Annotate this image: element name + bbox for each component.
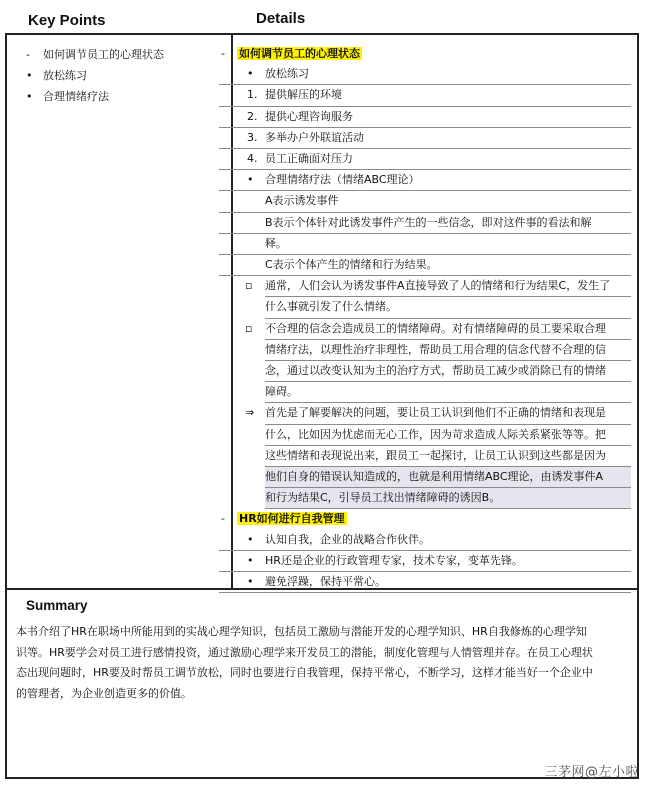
key-point-text: 如何调节员工的心理状态 — [43, 48, 164, 61]
detail-item — [219, 64, 631, 85]
numbered-item — [219, 107, 631, 128]
number-marker: 4. — [247, 152, 258, 166]
bullet-icon: • — [26, 90, 33, 103]
details-heading: Details — [256, 10, 306, 27]
bullet-icon: • — [247, 67, 254, 81]
paragraph-line: 这些情绪和表现说出来，跟员工一起探讨，让员工认识到这些都是因为 — [265, 446, 631, 467]
paragraph-line: 情绪疗法，以理性治疗非理性，帮助员工用合理的信念代替不合理的信 — [265, 340, 631, 361]
section-title: HR如何进行自我管理 — [239, 512, 345, 526]
paragraph — [219, 276, 631, 318]
paragraph-line: 首先是了解要解决的问题，要让员工认识到他们不正确的情绪和表现是 — [265, 403, 631, 424]
key-point-item — [26, 44, 164, 65]
numbered-item — [219, 149, 631, 170]
arrow-right-icon: ⇒ — [245, 406, 255, 420]
number-marker: 1. — [247, 88, 258, 102]
paragraph-line: 和行为结果C，引导员工找出情绪障碍的诱因B。 — [265, 488, 631, 509]
summary-line: 的管理者，为企业创造更多的价值。 — [16, 686, 192, 700]
paragraph — [219, 319, 631, 404]
paragraph-line: 障碍。 — [265, 382, 631, 403]
detail-text: HR还是企业的行政管理专家，技术专家，变革先锋。 — [265, 553, 523, 567]
detail-text: 提供解压的环境 — [265, 88, 342, 102]
key-points-column — [26, 44, 164, 107]
detail-text: 员工正确面对压力 — [265, 152, 353, 166]
paragraph-line: 他们自身的错误认知造成的，也就是利用情绪ABC理论，由诱发事件A — [265, 467, 631, 488]
detail-item — [219, 572, 631, 593]
square-bullet-icon: ▫ — [245, 321, 253, 335]
key-point-text: 合理情绪疗法 — [43, 90, 109, 103]
sub-line: 释。 — [219, 234, 631, 255]
detail-item — [219, 170, 631, 191]
sub-line: A表示诱发事件 — [219, 191, 631, 212]
details-column — [219, 44, 631, 593]
watermark: 三茅网@左小啦 — [544, 765, 639, 780]
paragraph-line: 什么，比如因为忧虑而无心工作，因为苛求造成人际关系紧张等等。把 — [265, 425, 631, 446]
summary-line: 本书介绍了HR在职场中所能用到的实战心理学知识，包括员工激励与潜能开发的心理学知识、HR自我修炼的心理学知 — [16, 625, 587, 638]
bullet-icon: • — [247, 532, 254, 546]
dash-marker: - — [26, 48, 30, 61]
bullet-icon: • — [247, 173, 254, 187]
detail-item — [219, 551, 631, 572]
paragraph-line: 什么事就引发了什么情绪。 — [265, 297, 631, 318]
paragraph-line: 通常，人们会认为诱发事件A直接导致了人的情绪和行为结果C，发生了 — [265, 276, 631, 297]
paragraph — [219, 403, 631, 509]
paragraph-line: 念，通过以改变认知为主的治疗方式，帮助员工减少或消除已有的情绪 — [265, 361, 631, 382]
key-point-item — [26, 65, 164, 86]
numbered-item — [219, 85, 631, 106]
section-heading — [219, 509, 631, 529]
bullet-icon: • — [247, 575, 254, 589]
summary-heading: Summary — [26, 598, 88, 613]
summary-text — [16, 622, 634, 704]
detail-text: 放松练习 — [265, 67, 309, 81]
detail-text: 多举办户外联谊活动 — [265, 130, 364, 144]
number-marker: 2. — [247, 109, 258, 123]
key-points-heading: Key Points — [28, 12, 106, 29]
sub-line: B表示个体针对此诱发事件产生的一些信念，即对这件事的看法和解 — [219, 213, 631, 234]
summary-line: 态出现问题时，HR要及时帮员工调节放松，同时也要进行自我管理，保持平常心，不断学习，这样才能当好一个企业中 — [16, 666, 593, 679]
key-point-text: 放松练习 — [43, 69, 87, 82]
detail-text: 提供心理咨询服务 — [265, 109, 353, 123]
dash-marker: - — [221, 512, 225, 526]
paragraph-line: 不合理的信念会造成员工的情绪障碍。对有情绪障碍的员工要采取合理 — [265, 319, 631, 340]
section-title: 如何调节员工的心理状态 — [239, 47, 360, 60]
detail-text: 认知自我，企业的战略合作伙伴。 — [265, 532, 430, 546]
dash-marker: - — [221, 47, 225, 60]
detail-item — [219, 530, 631, 551]
numbered-item — [219, 128, 631, 149]
detail-text: 避免浮躁，保持平常心。 — [265, 575, 386, 589]
bullet-icon: • — [247, 553, 254, 567]
detail-text: 合理情绪疗法（情绪ABC理论） — [265, 173, 420, 187]
bullet-icon: • — [26, 69, 33, 82]
section-heading — [219, 44, 631, 64]
key-point-item — [26, 86, 164, 107]
summary-line: 识等。HR要学会对员工进行感情投资，通过激励心理学来开发员工的潜能，制度化管理与人情管理并存。在员工心理状 — [16, 645, 593, 659]
square-bullet-icon: ▫ — [245, 279, 253, 293]
sub-line: C表示个体产生的情绪和行为结果。 — [219, 255, 631, 276]
number-marker: 3. — [247, 130, 258, 144]
